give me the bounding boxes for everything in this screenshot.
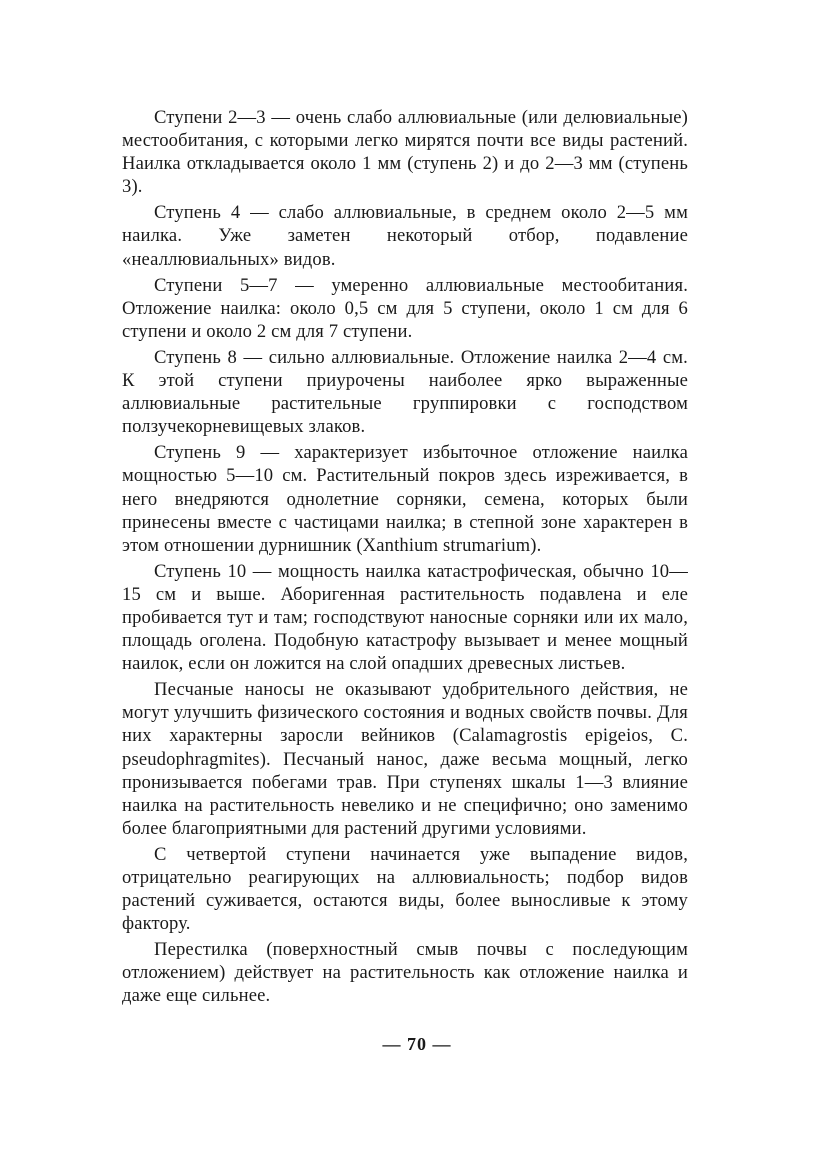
paragraph-stage-10: Ступень 10 — мощность наилка катастрофическая, обычно 10—15 см и выше. Аборигенная растительность подавлена и еле пробивается тут и там; господствуют наносные сорняки или их мало, площадь оголена. Подобную катастрофу вызывает и менее мощный наилок, если он ложится на слой опадших древесных листьев. — [122, 560, 688, 675]
paragraph-fourth-stage: С четвертой ступени начинается уже выпадение видов, отрицательно реагирующих на аллювиальность; подбор видов растений суживается, остаются виды, более выносливые к этому фактору. — [122, 843, 688, 935]
paragraph-stage-8: Ступень 8 — сильно аллювиальные. Отложение наилка 2—4 см. К этой ступени приурочены наиболее ярко выраженные аллювиальные растительные группировки с господством ползучекорневищевых злаков. — [122, 346, 688, 438]
paragraph-perestilka: Перестилка (поверхностный смыв почвы с последующим отложением) действует на растительность как отложение наилка и даже еще сильнее. — [122, 939, 688, 1007]
paragraph-stages-2-3: Ступени 2—3 — очень слабо аллювиальные (или делювиальные) местообитания, с которыми легко мирятся почти все виды растений. Наилка откладывается около 1 мм (ступень 2) и до 2—3 мм (ступень 3). — [122, 107, 688, 198]
page-number: — 70 — — [382, 1034, 452, 1054]
paragraph-stage-4: Ступень 4 — слабо аллювиальные, в среднем около 2—5 мм наилка. Уже заметен некоторый отбор, подавление «неаллювиальных» видов. — [122, 202, 688, 270]
paragraph-sand-deposits: Песчаные наносы не оказывают удобрительного действия, не могут улучшить физического состояния и водных свойств почвы. Для них характерны заросли вейников (Calamagrostis epigeios, C. pseudophragmites). Песчаный нанос, даже весьма мощный, легко пронизывается побегами трав. При ступенях шкалы 1—3 влияние наилка на растительность невелико и не специфично; оно заменимо более благоприятными для растений другими условиями. — [122, 679, 688, 839]
paragraph-stage-9: Ступень 9 — характеризует избыточное отложение наилка мощностью 5—10 см. Растительный покров здесь изреживается, в него внедряются однолетние сорняки, семена, которых были принесены вместе с частицами наилка; в степной зоне характерен в этом отношении дурнишник (Xanthium strumarium). — [122, 442, 688, 556]
body-text — [122, 106, 688, 1011]
paragraph-stages-5-7: Ступени 5—7 — умеренно аллювиальные местообитания. Отложение наилка: около 0,5 см для 5 ступени, около 1 см для 6 ступени и около 2 см для 7 ступени. — [122, 274, 688, 342]
